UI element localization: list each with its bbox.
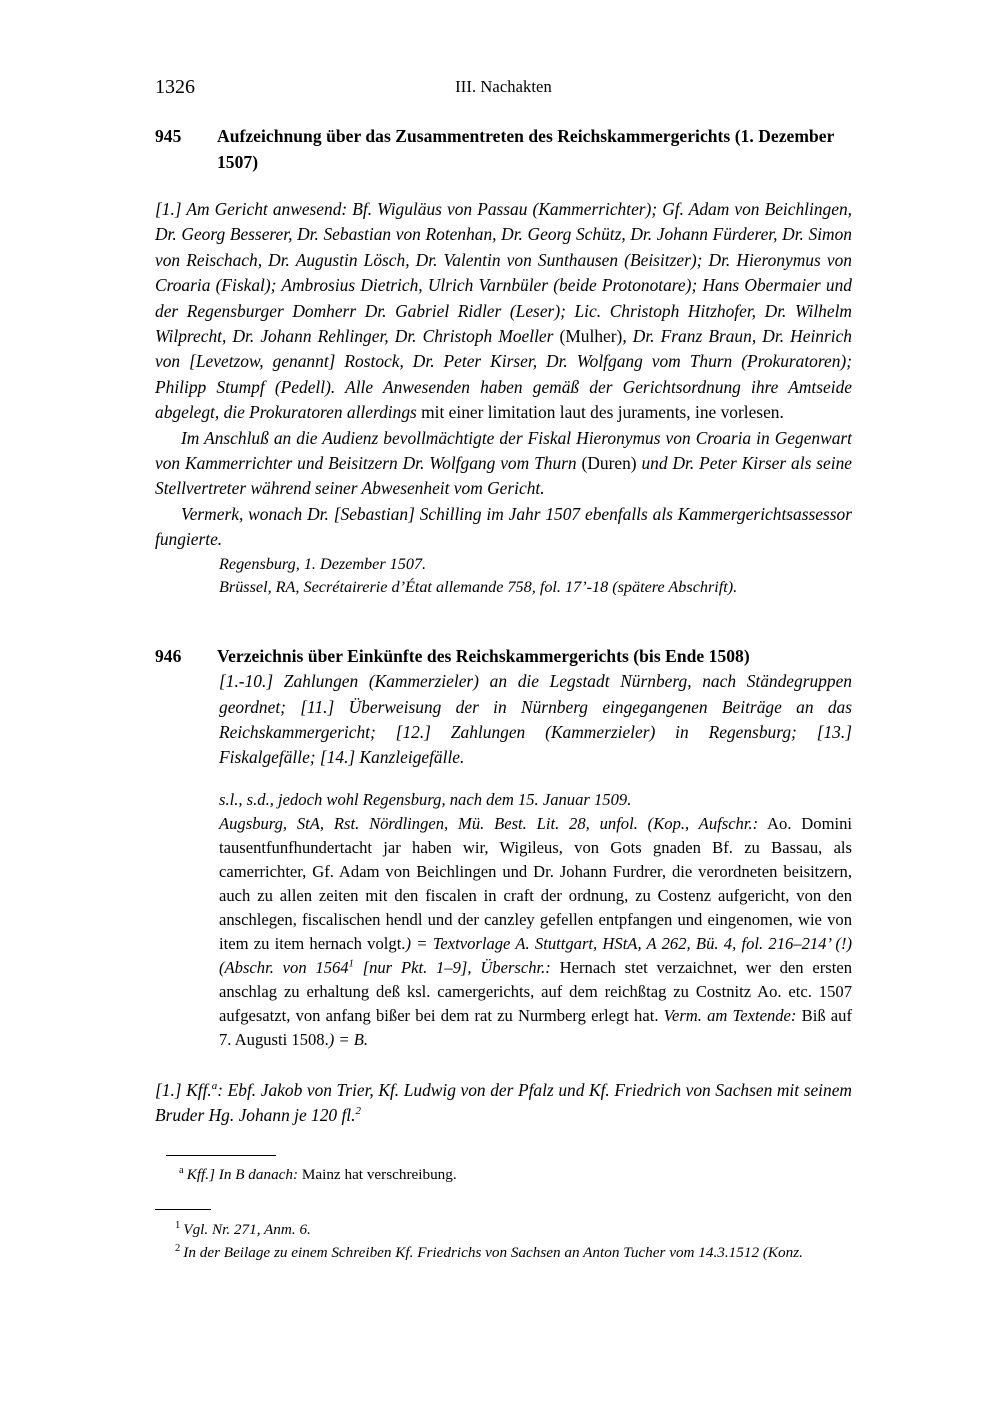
ueber-946-footnote-ref-1: 1 xyxy=(348,958,354,970)
ueberlieferung-946 xyxy=(219,788,852,1052)
regest-945-p1-part4: mit einer limitation laut des juraments, ine vorlesen. xyxy=(421,402,784,423)
page-number: 1326 xyxy=(155,76,195,98)
variant-mark-a: a xyxy=(179,1164,184,1176)
variant-apparatus-entry-a xyxy=(155,1164,852,1186)
section-title-945: Aufzeichnung über das Zusammentreten des Reichskammergerichts (1. Dezember 1507) xyxy=(217,126,835,172)
variant-lemma-a: Kff.] In B danach: xyxy=(186,1165,299,1183)
ueber-946-quote-2: Hernach stet verzaichnet, wer den ersten anschlag zu erhaltung deß ksl. camergerichts, auf dem reichßtag zu Costnitz Ao. etc. 1507 aufgesatzt, von anfang bißer bei dem rat zu Nurmberg erlegt hat. xyxy=(219,957,852,1025)
regest-945-p2-part3: und Dr. Peter Kirser als seine Stellvertreter während seiner Abwesenheit vom Gericht. xyxy=(155,453,852,499)
source-945-archive: Brüssel, RA, Secrétairerie d’État allemande 758, fol. 17’-18 (spätere Abschrift). xyxy=(219,577,738,596)
ueber-946-siglum: ) = B. xyxy=(328,1029,369,1049)
ueber-946-archive: Augsburg, StA, Rst. Nördlingen, Mü. Best. Lit. 28, unfol. (Kop., Aufschr.: xyxy=(219,813,759,833)
regest-945-p1-part1: [1.] Am Gericht anwesend: Bf. Wiguläus von Passau (Kammerrichter); Gf. Adam von Beichlingen, Dr. Georg Besserer, Dr. Sebastian von Rotenhan, Dr. Georg Schütz, Dr. Johann Fürderer, Dr. Simon von Reischach, Dr. Augustin Lösch, Dr. Valentin von Sunthausen (Beisitzer); Dr. Hieronymus von Croaria (Fiskal); Ambrosius Dietrich, Ulrich Varnbüler (beide Protonotare); Hans Obermaier und der Regensburger Domherr Dr. Gabriel Ridler (Leser); Lic. Christoph Hitzhofer, Dr. Wilhelm Wilprecht, Dr. Johann Rehlinger, Dr. Christoph Moeller xyxy=(155,199,852,347)
source-note-945 xyxy=(219,553,852,599)
footnote-text-2: In der Beilage zu einem Schreiben Kf. Friedrichs von Sachsen an Anton Tucher vom 14.3.1512 (Konz. xyxy=(183,1243,803,1261)
kff-footnote-ref-2: 2 xyxy=(355,1105,361,1118)
variant-reading-a: Mainz hat verschreibung. xyxy=(298,1165,457,1183)
regest-945-p1-part2: (Mulher) xyxy=(559,326,623,347)
regest-945-p1-part3: , Dr. Franz Braun, Dr. Heinrich von [Levetzow, genannt] Rostock, Dr. Peter Kirser, Dr. Wolfgang vom Thurn (Prokuratoren); Philipp Stumpf (Pedell). Alle Anwesenden haben gemäß der Gerichtsordnung ihre Amtseide abgelegt, die Prokuratoren allerdings xyxy=(155,326,852,423)
regest-945-paragraph-1 xyxy=(155,197,852,426)
running-head xyxy=(155,72,852,102)
regest-946-text: [1.-10.] Zahlungen (Kammerzieler) an die Legstadt Nürnberg, nach Ständegruppen geordnet; [11.] Überweisung der in Nürnberg eingegangenen Beiträge an das Reichskammergericht; [12.] Zahlungen (Kammerzieler) in Regensburg; [13.] Fiskalgefälle; [14.] Kanzleigefälle. xyxy=(219,671,852,768)
footnote-entry-1 xyxy=(155,1219,852,1241)
section-number-945: 945 xyxy=(155,126,182,146)
regest-945-paragraph-2 xyxy=(155,426,852,502)
ueber-946-quote-3: Biß auf 7. Augusti 1508. xyxy=(219,1005,852,1049)
footnote-mark-2: 2 xyxy=(175,1242,181,1254)
page-content xyxy=(155,72,852,1263)
regest-945-paragraph-3: Vermerk, wonach Dr. [Sebastian] Schilling im Jahr 1507 ebenfalls als Kammergerichtsassessor fungierte. xyxy=(155,503,852,550)
footnote-rule xyxy=(155,1209,211,1210)
kff-body: : Ebf. Jakob von Trier, Kf. Ludwig von der Pfalz und Kf. Friedrich von Sachsen mit seinem Bruder Hg. Johann je 120 fl. xyxy=(155,1079,852,1126)
section-heading-945 xyxy=(155,124,852,175)
footnote-text-1: Vgl. Nr. 271, Anm. 6. xyxy=(183,1221,311,1239)
variant-apparatus-rule xyxy=(166,1155,276,1156)
regest-945-p2-part2: (Duren) xyxy=(581,453,637,474)
edition-text-point-1 xyxy=(155,1078,852,1129)
regest-945-p2-part1: Im Anschluß an die Audienz bevollmächtigte der Fiskal Hieronymus von Croaria in Gegenwart von Kammerrichter und Beisitzern Dr. Wolfgang vom Thurn xyxy=(155,427,852,474)
regest-block-946 xyxy=(219,669,852,1052)
footnote-entry-2 xyxy=(155,1242,852,1264)
source-945-date: Regensburg, 1. Dezember 1507. xyxy=(219,554,427,573)
running-title: III. Nachakten xyxy=(455,77,552,96)
section-heading-946 xyxy=(155,644,852,670)
ueber-946-quote-1: Ao. Domini tausentfunfhundertacht jar haben wir, Wigileus, von Gots gnaden Bf. zu Bassau, als camerrichter, Gf. Adam von Beichlingen und Dr. Johann Furdrer, die verordneten beisitzern, auch zu allen zeiten mit den fiscalen in craft der ordnung, zu Costenz aufgericht, von den anschlegen, fiscalischen hendl und der canzley gefellen entpfangen und eingenomen, wie von item zu item hernach volgt. xyxy=(219,813,853,953)
ueber-946-date: s.l., s.d., jedoch wohl Regensburg, nach dem 15. Januar 1509. xyxy=(219,789,632,809)
section-title-946: Verzeichnis über Einkünfte des Reichskammergerichts (bis Ende 1508) xyxy=(217,645,750,666)
footnote-mark-1: 1 xyxy=(175,1220,181,1232)
kff-label: [1.] Kff. xyxy=(155,1079,212,1100)
ueber-946-ueberschr-label: [nur Pkt. 1–9], Überschr.: xyxy=(353,957,551,977)
section-number-946: 946 xyxy=(155,645,182,666)
ueber-946-verm-label: Verm. am Textende: xyxy=(663,1005,797,1025)
ueber-946-textvorlage: ) = Textvorlage A. Stuttgart, HStA, A 262, Bü. 4, fol. 216–214’ (!) (Abschr. von 1564 xyxy=(219,933,852,977)
kff-variant-ref-a: a xyxy=(211,1080,218,1093)
